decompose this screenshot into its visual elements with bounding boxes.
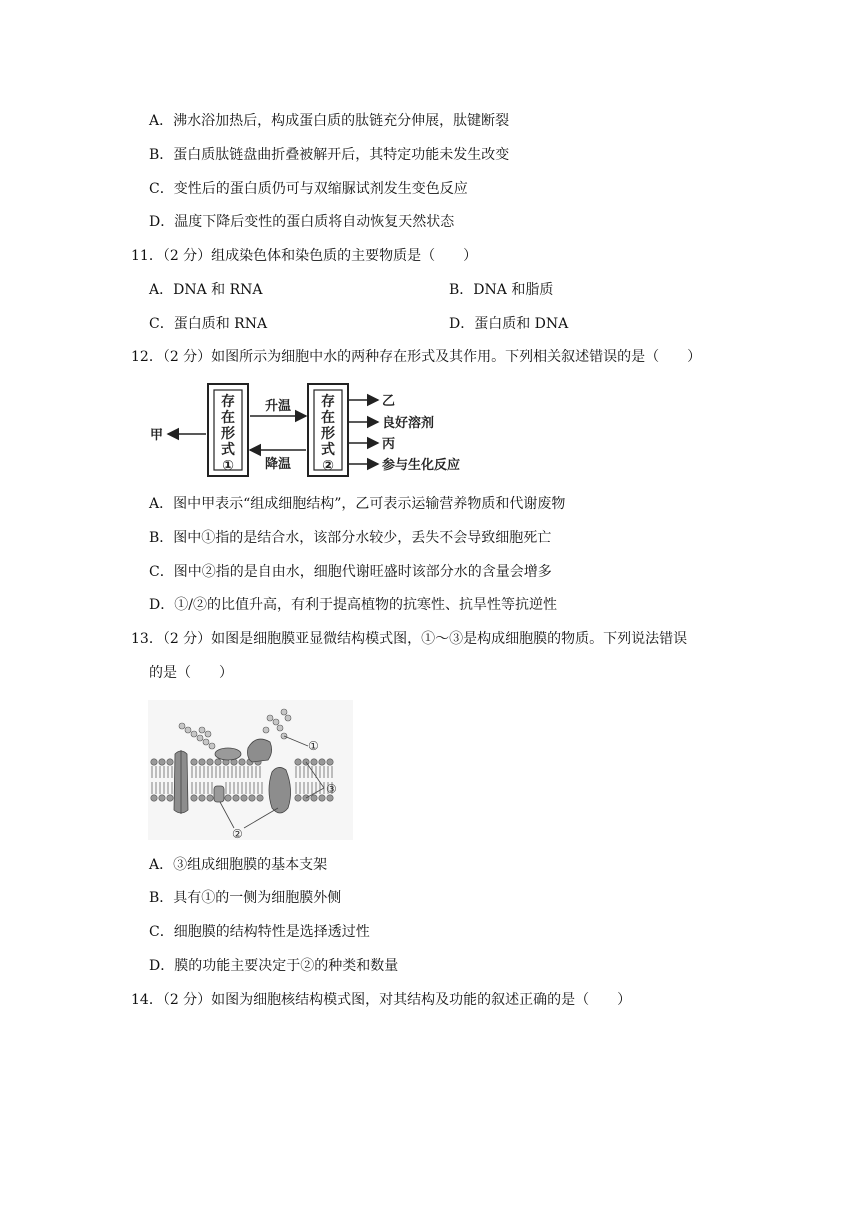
q13-stem-line1: 13．（2 分）如图是细胞膜亚显微结构模式图，①～③是构成细胞膜的物质。下列说法错误 bbox=[131, 631, 688, 647]
q11-option-d: D．蛋白质和 DNA bbox=[449, 316, 569, 332]
q10-option-d: D．温度下降后变性的蛋白质将自动恢复天然状态 bbox=[149, 214, 455, 230]
cool-label: 降温 bbox=[264, 457, 292, 472]
q11-option-c: C．蛋白质和 RNA bbox=[149, 316, 268, 332]
form2-char: 存 bbox=[321, 394, 335, 410]
output-bing: 丙 bbox=[382, 437, 396, 452]
q14-stem: 14．（2 分）如图为细胞核结构模式图，对其结构及功能的叙述正确的是（ ） bbox=[131, 992, 632, 1008]
q12-option-d: D．①/②的比值升高，有利于提高植物的抗寒性、抗旱性等抗逆性 bbox=[149, 597, 557, 613]
q13-stem-line2: 的是（ ） bbox=[149, 665, 233, 681]
q10-option-a: A．沸水浴加热后，构成蛋白质的肽链充分伸展，肽键断裂 bbox=[149, 113, 510, 129]
heat-label: 升温 bbox=[264, 399, 292, 414]
form1-char: 存 bbox=[221, 394, 235, 410]
q12-option-a: A．图中甲表示“组成细胞结构”，乙可表示运输营养物质和代谢废物 bbox=[149, 496, 566, 512]
form1-label: ① bbox=[222, 458, 234, 474]
water-forms-diagram bbox=[140, 380, 500, 480]
transmembrane-protein bbox=[269, 767, 291, 813]
embedded-protein bbox=[214, 786, 224, 802]
form1-char: 式 bbox=[221, 442, 235, 458]
q10-option-b: B．蛋白质肽链盘曲折叠被解开后，其特定功能未发生改变 bbox=[149, 147, 510, 163]
form2-char: 在 bbox=[321, 410, 335, 426]
q10-option-c: C．变性后的蛋白质仍可与双缩脲试剂发生变色反应 bbox=[149, 181, 468, 197]
label-1: ① bbox=[308, 739, 319, 753]
label-2: ② bbox=[232, 827, 243, 840]
q12-option-c: C．图中②指的是自由水，细胞代谢旺盛时该部分水的含量会增多 bbox=[149, 564, 552, 580]
cell-membrane-diagram bbox=[148, 700, 353, 840]
output-yi: 乙 bbox=[382, 394, 396, 409]
label-3: ③ bbox=[326, 782, 337, 796]
form2-char: 式 bbox=[321, 442, 335, 458]
jia-label: 甲 bbox=[150, 428, 164, 443]
output-good-solvent: 良好溶剂 bbox=[382, 416, 435, 431]
form2-label: ② bbox=[322, 458, 334, 474]
surface-protein bbox=[215, 748, 241, 760]
q13-option-b: B．具有①的一侧为细胞膜外侧 bbox=[149, 890, 342, 906]
form1-char: 在 bbox=[221, 410, 235, 426]
output-biochem-reaction: 参与生化反应 bbox=[382, 458, 461, 473]
q12-option-b: B．图中①指的是结合水，该部分水较少，丢失不会导致细胞死亡 bbox=[149, 530, 552, 546]
form1-char: 形 bbox=[221, 426, 235, 442]
q13-option-d: D．膜的功能主要决定于②的种类和数量 bbox=[149, 958, 399, 974]
q11-stem: 11．（2 分）组成染色体和染色质的主要物质是（ ） bbox=[131, 248, 478, 264]
q13-option-a: A．③组成细胞膜的基本支架 bbox=[149, 857, 328, 873]
q11-option-b: B．DNA 和脂质 bbox=[449, 282, 554, 298]
q13-option-c: C．细胞膜的结构特性是选择透过性 bbox=[149, 924, 370, 940]
form2-char: 形 bbox=[321, 426, 335, 442]
q11-option-a: A．DNA 和 RNA bbox=[149, 282, 263, 298]
q12-stem: 12．（2 分）如图所示为细胞中水的两种存在形式及其作用。下列相关叙述错误的是（ ） bbox=[131, 349, 702, 365]
